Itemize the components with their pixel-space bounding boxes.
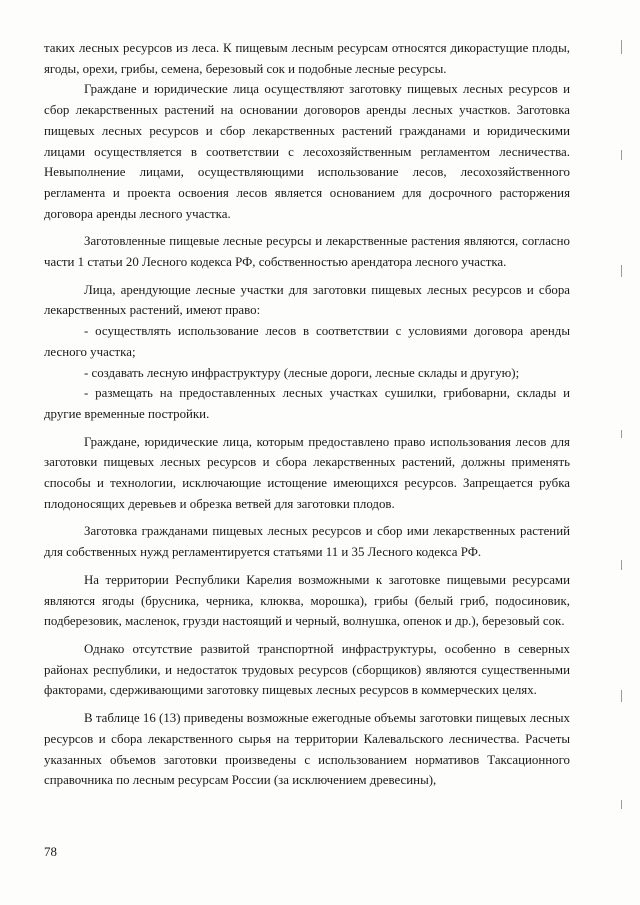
scan-artifact <box>621 40 622 54</box>
scan-artifact <box>621 430 622 438</box>
scan-artifact <box>621 800 622 809</box>
document-body <box>44 38 570 791</box>
paragraph: Заготовка гражданами пищевых лесных ресурсов и сбор ими лекарственных растений для собственных нужд регламентируется статьями 11 и 35 Лесного кодекса РФ. <box>44 524 570 560</box>
list-item: - осуществлять использование лесов в соответствии с условиями договора аренды лесного участка; <box>44 324 570 359</box>
paragraph: таких лесных ресурсов из леса. К пищевым лесным ресурсам относятся дикорастущие плоды, ягоды, орехи, грибы, семена, березовый сок и подобные лесные ресурсы. <box>44 41 570 76</box>
list-item: - размещать на предоставленных лесных участках сушилки, грибоварни, склады и другие временные постройки. <box>44 386 570 421</box>
paragraph: Однако отсутствие развитой транспортной инфраструктуры, особенно в северных районах республики, и недостаток трудовых ресурсов (сборщиков) являются существенными факторами, сдерживающими заготовку пищевых лесных ресурсов в коммерческих целях. <box>44 641 570 698</box>
paragraph: На территории Республики Карелия возможными к заготовке пищевыми ресурсами являются ягоды (брусника, черника, клюква, морошка), грибы (белый гриб, подосиновик, подберезовик, масленок, грузди настоящий и черный, волнушка, опенок и др.), березовый сок. <box>44 572 570 629</box>
scan-artifact <box>621 690 622 702</box>
list-item: - создавать лесную инфраструктуру (лесные дороги, лесные склады и другую); <box>84 365 520 380</box>
scan-artifact <box>621 265 622 277</box>
scan-artifact <box>621 150 622 160</box>
paragraph: Граждане, юридические лица, которым предоставлено право использования лесов для заготовки пищевых лесных ресурсов и сбора лекарственных растений, должны применять способы и технологии, исключающие истощение имеющихся ресурсов. Запрещается рубка плодоносящих деревьев и обрезка ветвей для заготовки плодов. <box>44 434 570 511</box>
paragraph: Граждане и юридические лица осуществляют заготовку пищевых лесных ресурсов и сбор лекарственных растений на основании договоров аренды лесных участков. Заготовка пищевых лесных ресурсов и сбор лекарственных растений гражданами и юридическими лицами осуществляется в соответствии с лесохозяйственным регламентом лесничества. Невыполнение лицами, осуществляющими использование лесов, лесохозяйственного регламента и проекта освоения лесов является основанием для досрочного расторжения договора аренды лесного участка. <box>44 82 570 221</box>
scan-artifact <box>621 560 622 570</box>
paragraph: Лица, арендующие лесные участки для заготовки пищевых лесных ресурсов и сбора лекарственных растений, имеют право: <box>44 282 570 318</box>
page-number: 78 <box>44 845 57 859</box>
paragraph: В таблице 16 (13) приведены возможные ежегодные объемы заготовки пищевых лесных ресурсов и сбора лекарственного сырья на территории Калевальского лесничества. Расчеты указанных объемов заготовки произведены с использованием нормативов Таксационного справочника по лесным ресурсам России (за исключением древесины), <box>44 711 570 788</box>
paragraph: Заготовленные пищевые лесные ресурсы и лекарственные растения являются, согласно части 1 статьи 20 Лесного кодекса РФ, собственностью арендатора лесного участка. <box>44 234 570 270</box>
